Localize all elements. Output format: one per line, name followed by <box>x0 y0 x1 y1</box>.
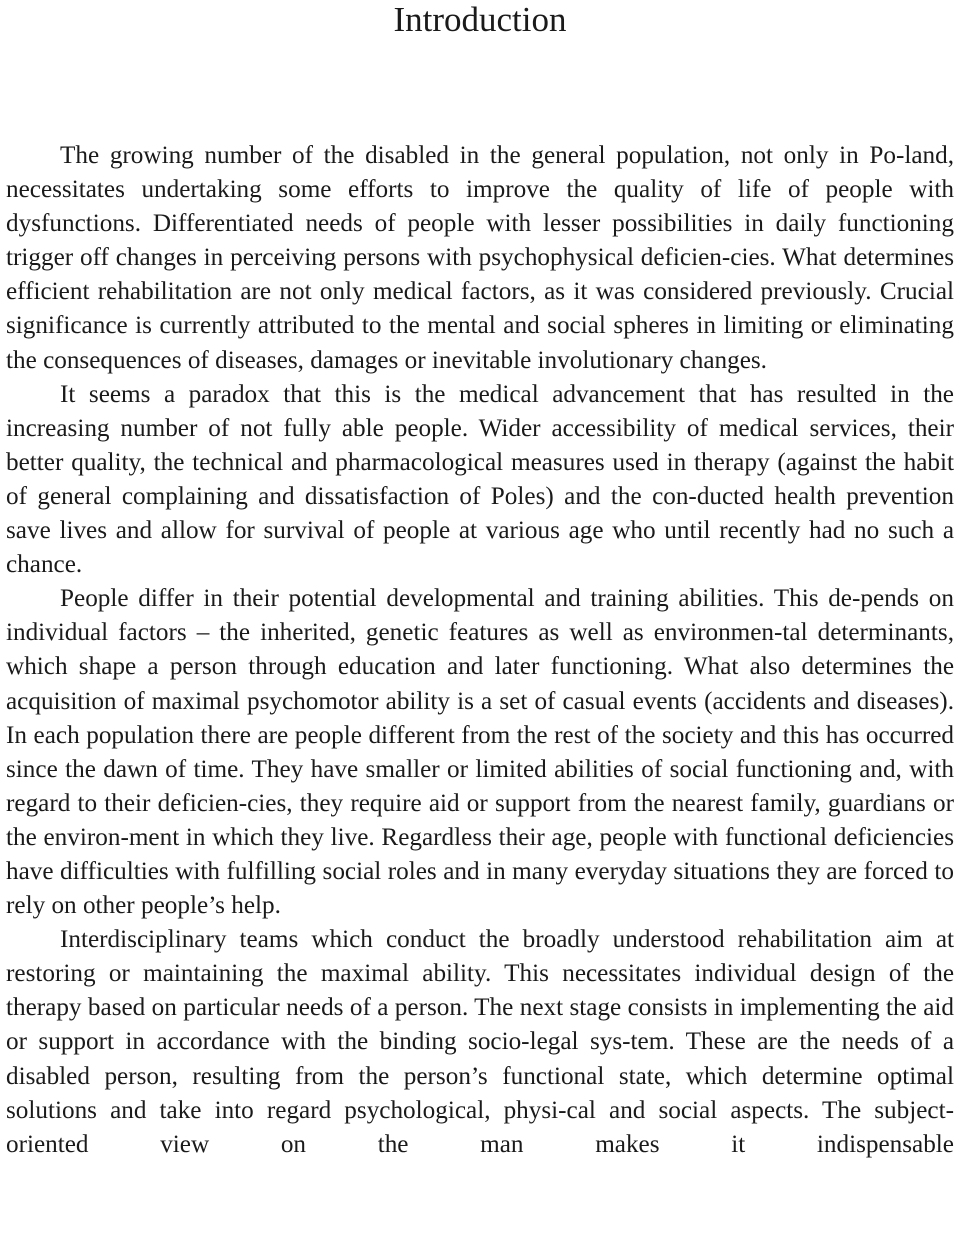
paragraph: People differ in their potential developmental and training abilities. This de-pends on individual factors – the inherited, genetic features as well as environmen-tal determinants, which shape a person through education and later functioning. What also determines the acquisition of maximal psychomotor ability is a set of casual events (accidents and diseases). In each population there are people different from the rest of the society and this has occurred since the dawn of time. They have smaller or limited abilities of social functioning and, with regard to their deficien-cies, they require aid or support from the nearest family, guardians or the environ-ment in which they live. Regardless their age, people with functional deficiencies have difficulties with fulfilling social roles and in many everyday situations they are forced to rely on other people’s help. <box>6 585 954 920</box>
paragraph: Interdisciplinary teams which conduct the broadly understood rehabilitation aim at restoring or maintaining the maximal ability. This necessitates individual design of the therapy based on particular needs of a person. The next stage consists in implementing the aid or support in accordance with the binding socio-legal sys-tem. These are the needs of a disabled person, resulting from the person’s functional state, which determine optimal solutions and take into regard psychological, physi-cal and social aspects. The subject-oriented view on the man makes it indispensable <box>6 926 954 1158</box>
paragraph: The growing number of the disabled in the general population, not only in Po-land, necessitates undertaking some efforts to improve the quality of life of people with dysfunctions. Differentiated needs of people with lesser possibilities in daily functioning trigger off changes in perceiving persons with psychophysical deficien-cies. What determines efficient rehabilitation are not only medical factors, as it was considered previously. Crucial significance is currently attributed to the mental and social spheres in limiting or eliminating the consequences of diseases, damages or inevitable involutionary changes. <box>6 142 954 374</box>
body-text <box>6 139 954 1162</box>
page-title: Introduction <box>393 0 567 39</box>
paragraph: It seems a paradox that this is the medical advancement that has resulted in the increasing number of not fully able people. Wider accessibility of medical services, their better quality, the technical and pharmacological measures used in therapy (against the habit of general complaining and dissatisfaction of Poles) and the con-ducted health prevention save lives and allow for survival of people at various age who until recently had no such a chance. <box>6 380 954 579</box>
